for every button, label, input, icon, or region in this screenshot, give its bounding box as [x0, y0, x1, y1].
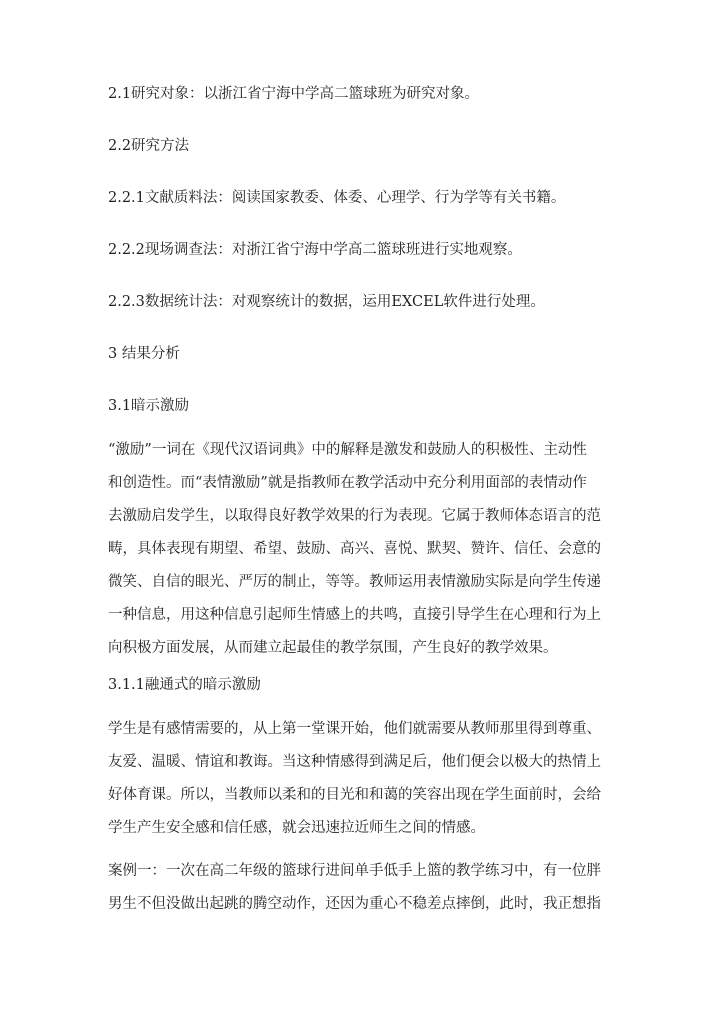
section-2-2-3-line: 2.2.3数据统计法：对观察统计的数据，运用EXCEL软件进行处理。 [108, 294, 545, 310]
paragraph-line: 向积极方面发展，从而建立起最佳的教学氛围，产生良好的教学效果。 [108, 640, 558, 656]
paragraph-line: 案例一：一次在高二年级的篮球行进间单手低手上篮的教学练习中，有一位胖 [108, 863, 601, 879]
section-3-1-1-heading: 3.1.1融通式的暗示激励 [108, 677, 261, 693]
paragraph-line: 畴，具体表现有期望、希望、鼓励、高兴、喜悦、默契、赞许、信任、会意的 [108, 541, 601, 557]
section-2-1-line: 2.1研究对象：以浙江省宁海中学高二篮球班为研究对象。 [108, 86, 480, 102]
paragraph-line: 一种信息，用这种信息引起师生情感上的共鸣，直接引导学生在心理和行为上 [108, 607, 601, 623]
section-2-2-2-line: 2.2.2现场调查法：对浙江省宁海中学高二篮球班进行实地观察。 [108, 242, 522, 258]
paragraph-line: 好体育课。所以，当教师以柔和的目光和和蔼的笑容出现在学生面前时，会给 [108, 787, 601, 803]
section-2-2-1-line: 2.2.1文献质料法：阅读国家教委、体委、心理学、行为学等有关书籍。 [108, 190, 566, 206]
paragraph-line: 学生产生安全感和信任感，就会迅速拉近师生之间的情感。 [108, 820, 485, 836]
paragraph-line: 和创造性。而“表情激励”就是指教师在教学活动中充分利用面部的表情动作 [108, 475, 587, 491]
section-3-heading: 3 结果分析 [108, 346, 180, 362]
section-2-2-heading: 2.2研究方法 [108, 138, 190, 154]
paragraph-line: 微笑、自信的眼光、严厉的制止，等等。教师运用表情激励实际是向学生传递 [108, 574, 601, 590]
paragraph-case-one [108, 855, 608, 921]
paragraph-student-emotion [108, 713, 608, 845]
paragraph-line: “激励”一词在《现代汉语词典》中的解释是激发和鼓励人的积极性、主动性 [108, 442, 587, 458]
paragraph-line: 去激励启发学生，以取得良好教学效果的行为表现。它属于教师体态语言的范 [108, 508, 601, 524]
paragraph-incentive-definition [108, 434, 608, 665]
document-page [108, 84, 608, 921]
section-3-1-heading: 3.1暗示激励 [108, 398, 190, 414]
paragraph-line: 男生不但没做出起跳的腾空动作，还因为重心不稳差点摔倒，此时，我正想指 [108, 896, 601, 912]
paragraph-line: 友爱、温暖、情谊和教诲。当这种情感得到满足后，他们便会以极大的热情上 [108, 754, 601, 770]
paragraph-line: 学生是有感情需要的，从上第一堂课开始，他们就需要从教师那里得到尊重、 [108, 721, 601, 737]
